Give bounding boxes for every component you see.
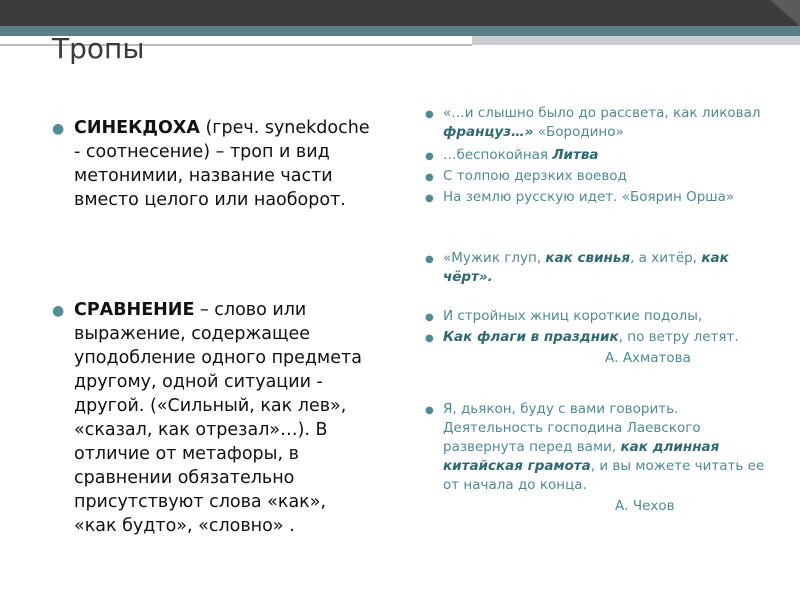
header-bar-dark	[0, 0, 800, 26]
right-column	[425, 104, 765, 516]
bullet-icon: ●	[425, 151, 434, 162]
example-highlight: француз…»	[443, 124, 534, 140]
example-text: …беспокойная	[443, 147, 553, 163]
example-highlight: как чёрт».	[443, 250, 729, 285]
slide-title: Тропы	[52, 32, 145, 65]
definition-comparison	[52, 298, 372, 538]
bullet-icon: ●	[52, 121, 65, 137]
left-column	[52, 116, 372, 538]
example-text: Я, дьякон, буду с вами говорить. Деятельность господина Лаевского развернута перед вами,	[443, 401, 701, 455]
example-text: , и вы можете читать ее от начала до конца.	[443, 458, 765, 493]
bullet-icon: ●	[425, 109, 434, 120]
header-corner	[770, 0, 800, 26]
bullet-icon: ●	[425, 333, 434, 344]
definition-synecdoche	[52, 116, 372, 212]
example-orsha	[425, 188, 765, 207]
example-chekhov	[425, 400, 765, 495]
example-source: «Бородино»	[533, 124, 624, 140]
example-voevod	[425, 167, 765, 186]
definition-text: (греч. synekdoche - соотнесение) – троп и вид метонимии, название части вместо целого или наоборот.	[74, 118, 370, 210]
example-flagi	[425, 328, 765, 347]
example-litva	[425, 146, 765, 165]
bullet-icon: ●	[425, 405, 434, 416]
header-bar-light	[472, 36, 800, 45]
example-highlight: как длинная китайская грамота	[443, 439, 720, 474]
author-chekhov: А. Чехов	[615, 498, 675, 514]
author-akhmatova: А. Ахматова	[605, 350, 691, 366]
example-text: «Мужик глуп,	[443, 250, 546, 266]
example-text: И стройных жниц короткие подолы,	[443, 308, 703, 324]
example-zhnits	[425, 307, 765, 326]
example-text: На землю русскую идет. «Боярин Орша»	[443, 189, 735, 205]
bullet-icon: ●	[425, 193, 434, 204]
bullet-icon: ●	[52, 303, 65, 319]
term-synecdoche: СИНЕКДОХА	[74, 118, 200, 138]
bullet-icon: ●	[425, 312, 434, 323]
example-text: «…и слышно было до рассвета, как ликовал	[443, 105, 761, 121]
example-text: , а хитёр,	[630, 250, 702, 266]
example-borodino	[425, 104, 765, 142]
example-muzhik	[425, 249, 765, 287]
example-text: , по ветру летят.	[618, 329, 739, 345]
example-highlight: Литва	[552, 147, 599, 163]
bullet-icon: ●	[425, 172, 434, 183]
example-highlight: как свинья	[545, 250, 631, 266]
definition-text: – слово или выражение, содержащее уподобление одного предмета другому, одной ситуации - другой. («Сильный, как лев», «сказал, как отрезал»…). В отличие от метафоры, в сравнении обязательно присутствуют слова «как», «как будто», «словно» .	[74, 300, 362, 536]
term-comparison: СРАВНЕНИЕ	[74, 300, 195, 320]
example-text: С толпою дерзких воевод	[443, 168, 627, 184]
example-highlight: Как флаги в праздник	[443, 329, 619, 345]
bullet-icon: ●	[425, 254, 434, 265]
